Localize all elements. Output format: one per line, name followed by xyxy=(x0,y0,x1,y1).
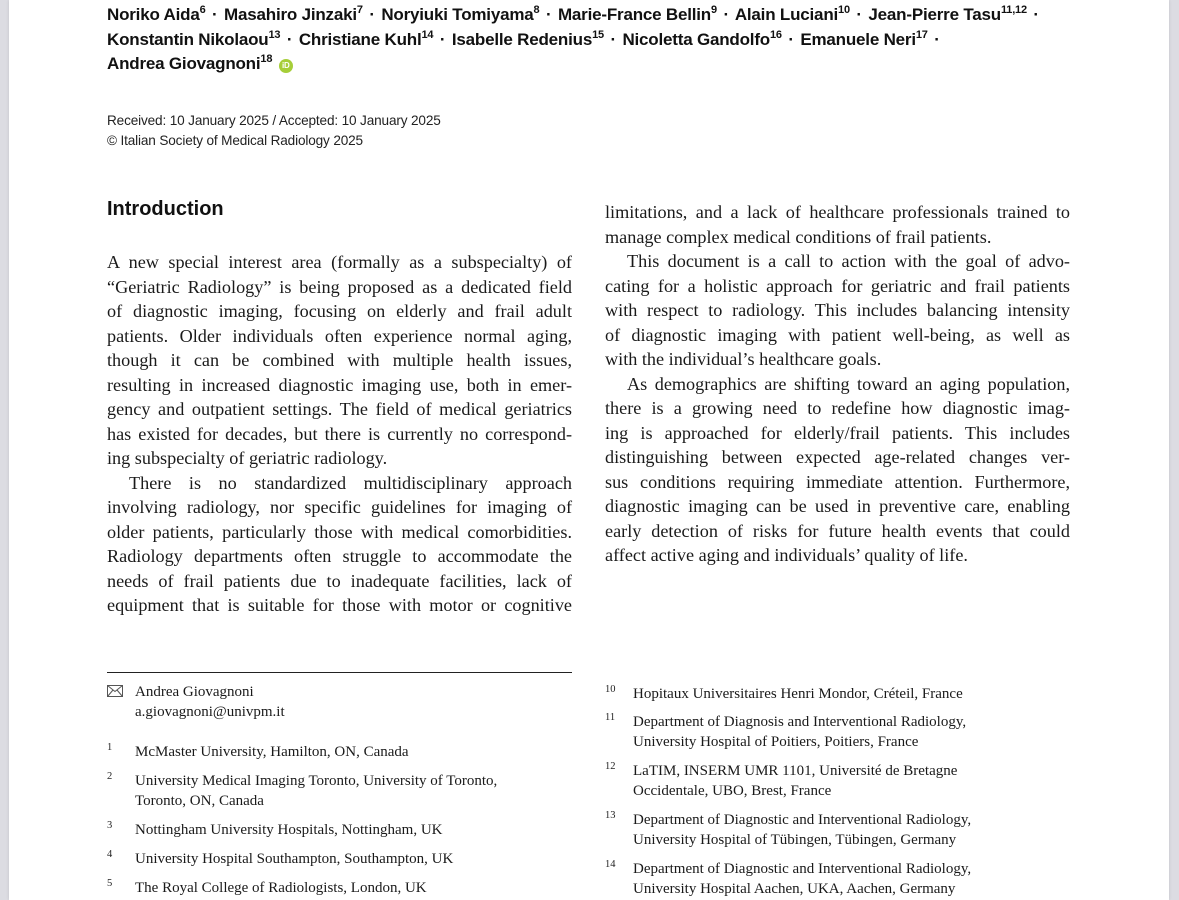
envelope-icon xyxy=(107,685,123,697)
affiliation-text: University Hospital of Poitiers, Poitiers, France xyxy=(633,734,919,750)
body-text-line: equipment that is suitable for those with motor or cognitive xyxy=(107,595,572,615)
author: Marie-France Bellin$^9$ xyxy=(557,4,717,24)
corresponding-email[interactable]: a.giovagnoni@univpm.it xyxy=(135,704,285,720)
affiliation-text: Department of Diagnostic and Interventional Radiology, xyxy=(633,861,972,877)
author: Noriko Aida$^6$ xyxy=(107,4,206,24)
body-text-line: cating for a holistic approach for geriatric and frail patients xyxy=(605,275,1070,296)
affiliation-text: University Hospital Southampton, Southampton, UK xyxy=(135,851,454,867)
body-text-line: There is no standardized multidisciplinary approach xyxy=(129,472,572,493)
author: Emanuele Neri$^{17}$ xyxy=(800,28,928,49)
author: Masahiro Jinzaki$^7$ xyxy=(224,4,363,24)
affiliation-number: 5 xyxy=(107,878,113,889)
section-title: Introduction xyxy=(107,198,224,220)
body-text-line: with the individual’s healthcare goals. xyxy=(605,349,882,369)
body-column-right xyxy=(605,200,1070,568)
corresponding-author xyxy=(107,682,577,726)
author: Andrea Giovagnoni$^{18}$ xyxy=(107,53,273,73)
body-text-line: limitations, and a lack of healthcare professionals trained to xyxy=(605,202,1070,222)
body-text-line: distinguishing between expected age-related changes ver- xyxy=(605,447,1070,467)
affiliation-number: 10 xyxy=(605,684,616,695)
author-line-3 xyxy=(107,52,1087,77)
body-text-line: early detection of risks for future health events that could xyxy=(605,520,1070,541)
body-text-line: older patients, particularly those with medical comorbidities. xyxy=(107,521,572,542)
body-text-line: there is a growing need to redefine how diagnostic imag- xyxy=(605,398,1070,418)
body-text-line: gency and outpatient settings. The field of medical geriatrics xyxy=(107,399,572,419)
author: Nicoletta Gandolfo$^{16}$ xyxy=(622,28,782,49)
affiliation-text: University Hospital of Tübingen, Tübingen, Germany xyxy=(633,832,957,848)
author-line-1 xyxy=(107,3,1087,28)
orcid-icon[interactable]: iD xyxy=(279,59,293,73)
affiliation-number: 3 xyxy=(107,820,113,831)
separator: · xyxy=(856,5,862,24)
body-text-line: affect active aging and individuals’ quality of life. xyxy=(605,545,968,565)
affiliation-text: University Medical Imaging Toronto, University of Toronto, xyxy=(135,773,498,789)
document-page xyxy=(9,0,1169,900)
body-text-line: has existed for decades, but there is currently no correspond- xyxy=(107,423,572,444)
author-list xyxy=(107,0,1087,77)
author: Isabelle Redenius$^{15}$ xyxy=(451,28,604,49)
separator: · xyxy=(1033,5,1039,24)
separator: · xyxy=(439,29,446,49)
affiliation-text: University Hospital Aachen, UKA, Aachen, Germany xyxy=(633,881,956,897)
affiliation-number: 13 xyxy=(605,810,616,821)
copyright: © Italian Society of Medical Radiology 2025 xyxy=(107,133,363,148)
separator: · xyxy=(934,29,940,49)
body-text-line: with respect to radiology. This includes balancing intensity xyxy=(605,300,1070,320)
body-text-line: patients. Older individuals often experience normal aging, xyxy=(107,325,572,346)
separator: · xyxy=(610,29,616,49)
body-text-line: needs of frail patients due to inadequate facilities, lack of xyxy=(107,570,572,591)
separator: · xyxy=(369,5,375,24)
body-column-left xyxy=(107,250,572,618)
body-text-line: As demographics are shifting toward an aging population, xyxy=(627,373,1070,394)
affiliation-text: Department of Diagnosis and Interventional Radiology, xyxy=(633,714,967,730)
body-text-line: of diagnostic imaging, focusing on elderly and frail adult xyxy=(107,301,572,321)
separator: · xyxy=(212,5,218,24)
author: Christiane Kuhl$^{14}$ xyxy=(298,28,434,49)
body-text-line: ing is approached for elderly/frail patients. This includes xyxy=(605,422,1070,443)
separator: · xyxy=(545,5,552,24)
body-text-line: of diagnostic imaging with patient well-being, as well as xyxy=(605,324,1070,345)
received-accepted: Received: 10 January 2025 / Accepted: 10 January 2025 xyxy=(107,113,441,128)
body-text-line: though it can be combined with multiple health issues, xyxy=(107,350,572,370)
body-text-line: Radiology departments often struggle to accommodate the xyxy=(107,546,572,566)
affiliation-text: The Royal College of Radiologists, London, UK xyxy=(135,880,427,896)
affiliation-text: Occidentale, UBO, Brest, France xyxy=(633,783,832,799)
affiliation-number: 14 xyxy=(605,859,616,870)
affiliation-text: Nottingham University Hospitals, Nottingham, UK xyxy=(135,822,443,838)
author: Alain Luciani$^{10}$ xyxy=(734,4,850,24)
affiliation-number: 12 xyxy=(605,761,616,772)
affiliation-number: 2 xyxy=(107,771,113,782)
body-text-line: “Geriatric Radiology” is being proposed as a dedicated field xyxy=(107,276,572,297)
footnote-divider xyxy=(107,672,572,673)
body-text-line: This document is a call to action with the goal of advo- xyxy=(627,251,1070,271)
author: Konstantin Nikolaou$^{13}$ xyxy=(107,28,281,49)
body-text-line: diagnostic imaging can be used in preventive care, enabling xyxy=(605,496,1070,516)
body-text-line: involving radiology, nor specific guidelines for imaging of xyxy=(107,497,572,517)
separator: · xyxy=(286,29,293,49)
affiliation-number: 1 xyxy=(107,742,113,753)
affiliation-text: McMaster University, Hamilton, ON, Canada xyxy=(135,744,409,760)
body-text-line: ing subspecialty of geriatric radiology. xyxy=(107,448,388,468)
affiliation-number: 11 xyxy=(605,712,616,723)
body-text-line: sus conditions requiring immediate attention. Furthermore, xyxy=(605,471,1070,492)
author: Noryiuki Tomiyama$^8$ xyxy=(381,4,540,24)
corresponding-name: Andrea Giovagnoni xyxy=(135,684,254,700)
body-text-line: manage complex medical conditions of frail patients. xyxy=(605,226,992,247)
affiliation-text: Department of Diagnostic and Interventional Radiology, xyxy=(633,812,972,828)
separator: · xyxy=(788,29,794,49)
separator: · xyxy=(723,5,729,24)
author: Jean-Pierre Tasu$^{11,12}$ xyxy=(868,4,1027,24)
affiliation-number: 4 xyxy=(107,849,113,860)
affiliation-text: Hopitaux Universitaires Henri Mondor, Créteil, France xyxy=(633,686,963,702)
body-text-line: resulting in increased diagnostic imaging use, both in emer- xyxy=(107,374,572,395)
author-line-2 xyxy=(107,28,1087,53)
affiliation-text: LaTIM, INSERM UMR 1101, Université de Bretagne xyxy=(633,763,958,779)
article-dates xyxy=(107,111,441,151)
affiliation-text: Toronto, ON, Canada xyxy=(135,793,264,809)
body-text-line: A new special interest area (formally as a subspecialty) of xyxy=(107,252,572,272)
